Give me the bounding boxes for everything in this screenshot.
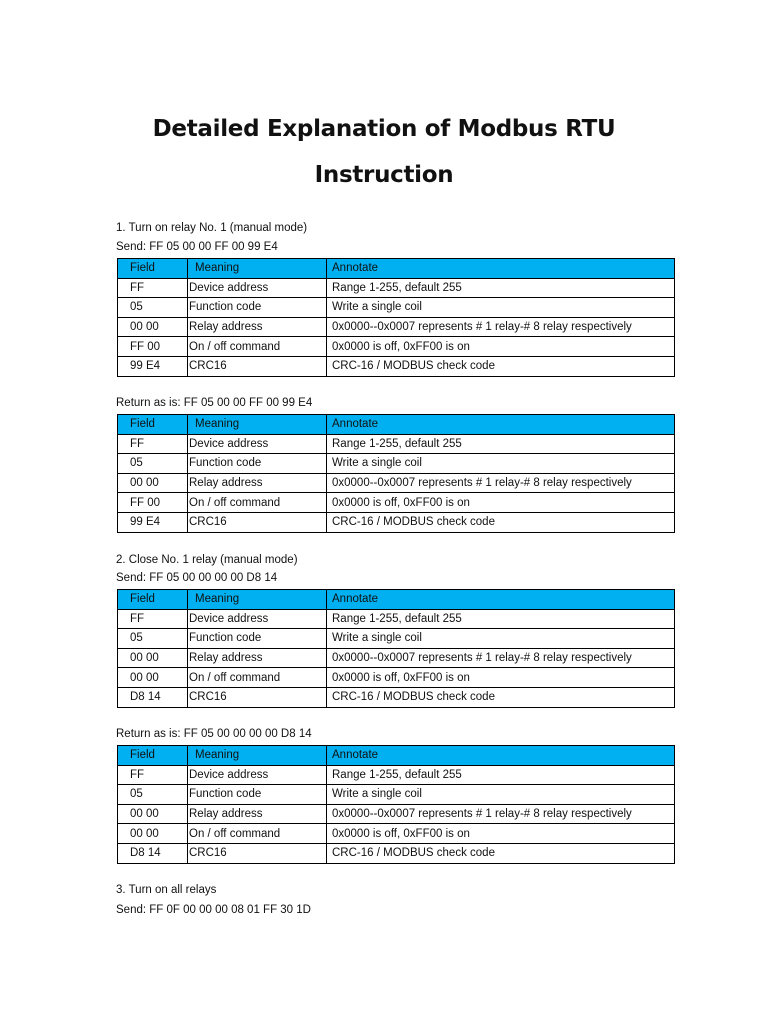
annotate-cell: 0x0000 is off, 0xFF00 is on xyxy=(327,493,675,513)
field-cell: 00 00 xyxy=(118,824,188,844)
field-cell: 00 00 xyxy=(118,668,188,688)
table-row xyxy=(118,609,675,629)
field-cell: FF xyxy=(118,609,188,629)
meaning-cell: On / off command xyxy=(188,824,327,844)
annotate-cell: CRC-16 / MODBUS check code xyxy=(327,512,675,532)
field-cell: 99 E4 xyxy=(118,512,188,532)
page-title-line-1: Detailed Explanation of Modbus RTU xyxy=(152,116,616,142)
table-row xyxy=(118,473,675,493)
table-row xyxy=(118,804,675,824)
table-row xyxy=(118,298,675,318)
annotate-cell: 0x0000--0x0007 represents # 1 relay-# 8 relay respectively xyxy=(327,804,675,824)
annotate-cell: 0x0000 is off, 0xFF00 is on xyxy=(327,668,675,688)
annotate-cell: CRC-16 / MODBUS check code xyxy=(327,687,675,707)
meaning-cell: Device address xyxy=(188,765,327,785)
annotate-cell: 0x0000--0x0007 represents # 1 relay-# 8 relay respectively xyxy=(327,317,675,337)
table-row xyxy=(118,454,675,474)
header-field: Field xyxy=(118,746,188,766)
meaning-cell: On / off command xyxy=(188,337,327,357)
table-row xyxy=(118,843,675,863)
section-1-heading: 1. Turn on relay No. 1 (manual mode) xyxy=(116,222,308,234)
header-meaning: Meaning xyxy=(188,746,327,766)
table-row xyxy=(118,317,675,337)
field-cell: FF 00 xyxy=(118,493,188,513)
page-title-line-2: Instruction xyxy=(314,162,454,188)
field-cell: 05 xyxy=(118,298,188,318)
table-row xyxy=(118,278,675,298)
meaning-cell: Device address xyxy=(188,609,327,629)
annotate-cell: 0x0000--0x0007 represents # 1 relay-# 8 relay respectively xyxy=(327,473,675,493)
section-2-heading: 2. Close No. 1 relay (manual mode) xyxy=(116,554,298,566)
meaning-cell: Relay address xyxy=(188,648,327,668)
table-row xyxy=(118,668,675,688)
section-3-send-command: Send: FF 0F 00 00 00 08 01 FF 30 1D xyxy=(116,904,311,916)
header-field: Field xyxy=(118,590,188,610)
section-3-heading: 3. Turn on all relays xyxy=(116,884,217,896)
field-cell: 00 00 xyxy=(118,473,188,493)
table-header-row xyxy=(118,746,675,766)
header-field: Field xyxy=(118,259,188,279)
header-annotate: Annotate xyxy=(327,415,675,435)
meaning-cell: Relay address xyxy=(188,473,327,493)
annotate-cell: Range 1-255, default 255 xyxy=(327,434,675,454)
section-1-send-command: Send: FF 05 00 00 FF 00 99 E4 xyxy=(116,241,278,253)
meaning-cell: Device address xyxy=(188,278,327,298)
field-cell: 00 00 xyxy=(118,317,188,337)
section-1-send-table xyxy=(117,258,675,377)
table-row xyxy=(118,493,675,513)
meaning-cell: Function code xyxy=(188,785,327,805)
annotate-cell: Range 1-255, default 255 xyxy=(327,278,675,298)
header-annotate: Annotate xyxy=(327,259,675,279)
meaning-cell: CRC16 xyxy=(188,843,327,863)
header-meaning: Meaning xyxy=(188,259,327,279)
meaning-cell: Relay address xyxy=(188,804,327,824)
table-row xyxy=(118,512,675,532)
header-annotate: Annotate xyxy=(327,590,675,610)
header-field: Field xyxy=(118,415,188,435)
field-cell: 99 E4 xyxy=(118,356,188,376)
field-cell: 05 xyxy=(118,785,188,805)
field-cell: FF 00 xyxy=(118,337,188,357)
table-row xyxy=(118,356,675,376)
meaning-cell: CRC16 xyxy=(188,512,327,532)
section-1-return-table xyxy=(117,414,675,533)
field-cell: FF xyxy=(118,765,188,785)
meaning-cell: On / off command xyxy=(188,668,327,688)
annotate-cell: Write a single coil xyxy=(327,629,675,649)
field-cell: 05 xyxy=(118,629,188,649)
table-row xyxy=(118,337,675,357)
meaning-cell: CRC16 xyxy=(188,356,327,376)
field-cell: D8 14 xyxy=(118,843,188,863)
field-cell: FF xyxy=(118,434,188,454)
meaning-cell: Function code xyxy=(188,454,327,474)
section-2-send-command: Send: FF 05 00 00 00 00 D8 14 xyxy=(116,572,278,584)
meaning-cell: On / off command xyxy=(188,493,327,513)
table-row xyxy=(118,785,675,805)
annotate-cell: CRC-16 / MODBUS check code xyxy=(327,356,675,376)
table-row xyxy=(118,648,675,668)
field-cell: D8 14 xyxy=(118,687,188,707)
field-cell: 00 00 xyxy=(118,648,188,668)
meaning-cell: CRC16 xyxy=(188,687,327,707)
field-cell: FF xyxy=(118,278,188,298)
annotate-cell: 0x0000 is off, 0xFF00 is on xyxy=(327,337,675,357)
annotate-cell: Write a single coil xyxy=(327,298,675,318)
annotate-cell: Write a single coil xyxy=(327,454,675,474)
table-header-row xyxy=(118,415,675,435)
table-row xyxy=(118,765,675,785)
field-cell: 05 xyxy=(118,454,188,474)
table-header-row xyxy=(118,590,675,610)
annotate-cell: CRC-16 / MODBUS check code xyxy=(327,843,675,863)
table-header-row xyxy=(118,259,675,279)
annotate-cell: 0x0000 is off, 0xFF00 is on xyxy=(327,824,675,844)
table-row xyxy=(118,629,675,649)
meaning-cell: Function code xyxy=(188,629,327,649)
annotate-cell: 0x0000--0x0007 represents # 1 relay-# 8 relay respectively xyxy=(327,648,675,668)
field-cell: 00 00 xyxy=(118,804,188,824)
table-row xyxy=(118,434,675,454)
meaning-cell: Function code xyxy=(188,298,327,318)
header-meaning: Meaning xyxy=(188,590,327,610)
header-annotate: Annotate xyxy=(327,746,675,766)
header-meaning: Meaning xyxy=(188,415,327,435)
annotate-cell: Write a single coil xyxy=(327,785,675,805)
table-row xyxy=(118,687,675,707)
annotate-cell: Range 1-255, default 255 xyxy=(327,609,675,629)
annotate-cell: Range 1-255, default 255 xyxy=(327,765,675,785)
section-2-send-table xyxy=(117,589,675,708)
section-2-return-command: Return as is: FF 05 00 00 00 00 D8 14 xyxy=(116,728,312,740)
section-2-return-table xyxy=(117,745,675,864)
section-1-return-command: Return as is: FF 05 00 00 FF 00 99 E4 xyxy=(116,397,313,409)
meaning-cell: Device address xyxy=(188,434,327,454)
meaning-cell: Relay address xyxy=(188,317,327,337)
table-row xyxy=(118,824,675,844)
